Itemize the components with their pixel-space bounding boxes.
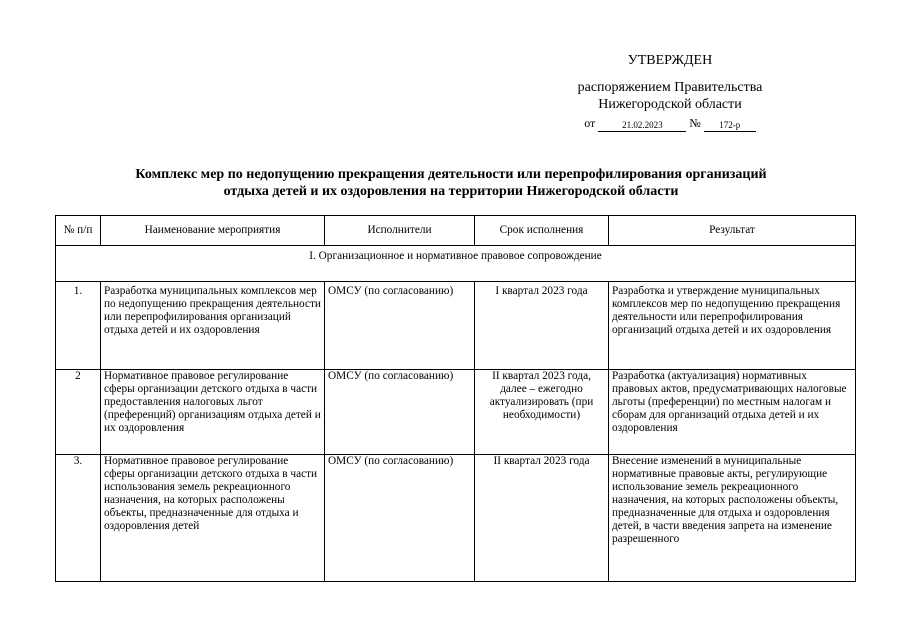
section-title: I. Организационное и нормативное правовое сопровождение xyxy=(56,246,856,282)
measures-table xyxy=(55,215,856,582)
row-term: II квартал 2023 года xyxy=(475,455,609,582)
approval-block xyxy=(520,52,820,132)
approval-line-1: распоряжением Правительства xyxy=(577,80,763,95)
date-value: 21.02.2023 xyxy=(598,119,686,132)
header-name: Наименование мероприятия xyxy=(101,216,325,246)
row-term: I квартал 2023 года xyxy=(475,282,609,370)
document-title xyxy=(90,166,812,200)
row-term: II квартал 2023 года, далее – ежегодно актуализировать (при необходимости) xyxy=(475,370,609,455)
row-result: Внесение изменений в муниципальные нормативные правовые акты, регулирующие использование земель рекреационного назначения, на которых расположены объекты, предназначенные для отдыха и оздоровления детей, в части введения запрета на изменение разрешенного xyxy=(609,455,856,582)
row-name: Разработка муниципальных комплексов мер по недопущению прекращения деятельности или перепрофилирования организаций отдыха детей и их оздоровления xyxy=(101,282,325,370)
row-num: 2 xyxy=(56,370,101,455)
row-executor: ОМСУ (по согласованию) xyxy=(325,455,475,582)
table-row xyxy=(56,455,856,582)
section-row xyxy=(56,246,856,282)
header-executors: Исполнители xyxy=(325,216,475,246)
title-line-1: Комплекс мер по недопущению прекращения деятельности или перепрофилирования организаций xyxy=(135,167,767,182)
date-prefix: от xyxy=(584,116,596,130)
row-result: Разработка (актуализация) нормативных правовых актов, предусматривающих налоговые льготы (преференции) по местным налогам и сборам для организаций отдыха детей и их оздоровления xyxy=(609,370,856,455)
row-num: 1. xyxy=(56,282,101,370)
approval-date-line xyxy=(520,115,820,132)
row-executor: ОМСУ (по согласованию) xyxy=(325,282,475,370)
header-result: Результат xyxy=(609,216,856,246)
number-prefix: № xyxy=(689,116,701,130)
table-row xyxy=(56,370,856,455)
header-num: № п/п xyxy=(56,216,101,246)
row-name: Нормативное правовое регулирование сферы организации детского отдыха в части использования земель рекреационного назначения, на которых расположены объекты, предназначенные для отдыха и оздоровления детей xyxy=(101,455,325,582)
row-result: Разработка и утверждение муниципальных комплексов мер по недопущению прекращения деятельности или перепрофилирования организаций отдыха детей и их оздоровления xyxy=(609,282,856,370)
row-num: 3. xyxy=(56,455,101,582)
number-value: 172-р xyxy=(704,119,756,132)
approval-line-2: Нижегородской области xyxy=(598,97,742,112)
approval-heading: УТВЕРЖДЕН xyxy=(627,53,713,68)
header-term: Срок исполнения xyxy=(475,216,609,246)
row-name: Нормативное правовое регулирование сферы организации детского отдыха в части предоставления налоговых льгот (преференций) организациям отдыха детей и их оздоровления xyxy=(101,370,325,455)
table-header-row xyxy=(56,216,856,246)
table-row xyxy=(56,282,856,370)
row-executor: ОМСУ (по согласованию) xyxy=(325,370,475,455)
title-line-2: отдыха детей и их оздоровления на территории Нижегородской области xyxy=(223,184,679,199)
